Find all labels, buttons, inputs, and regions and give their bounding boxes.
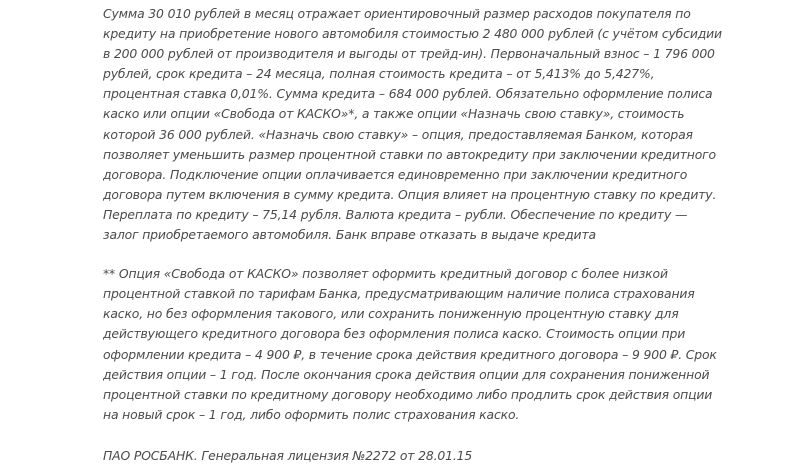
- kasko-option-footnote: ** Опция «Свобода от КАСКО» позволяет оформить кредитный договор с более низкой процентной ставкой по тарифам Банка, предусматривающим наличие полиса страхования каско, но без оформления такового, или сохранить пониженную процентную ставку для действующего кредитного договора без оформления полиса каско. Стоимость опции при оформлении кредита – 4 900 ₽, в течение срока действия кредитного договора – 9 900 ₽. Срок действия опции – 1 год. После окончания срока действия опции для сохранения пониженной процентной ставки по кредитному договору необходимо либо продлить срок действия опции на новый срок – 1 год, либо оформить полис страхования каско.: [103, 266, 717, 422]
- bank-license-note: ПАО РОСБАНК. Генеральная лицензия №2272 от 28.01.15: [103, 447, 473, 463]
- loan-terms-paragraph: Сумма 30 010 рублей в месяц отражает ориентировочный размер расходов покупателя по кредиту на приобретение нового автомобиля стоимостью 2 480 000 рублей (с учётом субсидии в 200 000 рублей от производителя и выгоды от трейд-ин). Первоначальный взнос – 1 796 000 рублей, срок кредита – 24 месяца, полная стоимость кредита – от 5,413% до 5,427%, процентная ставка 0,01%. Сумма кредита – 684 000 рублей. Обязательно оформление полиса каско или опции «Свобода от КАСКО»*, а также опции «Назначь свою ставку», стоимость которой 36 000 рублей. «Назначь свою ставку» – опция, предоставляемая Банком, которая позволяет уменьшить размер процентной ставки по автокредиту при заключении кредитного договора. Подключение опции оплачивается единовременно при заключении кредитного договора путем включения в сумму кредита. Опция влияет на процентную ставку по кредиту. Переплата по кредиту – 75,14 рубля. Валюта кредита – рубли. Обеспечение по кредиту — залог приобретаемого автомобиля. Банк вправе отказать в выдаче кредита: [103, 6, 722, 243]
- loan-disclaimer: [103, 4, 723, 466]
